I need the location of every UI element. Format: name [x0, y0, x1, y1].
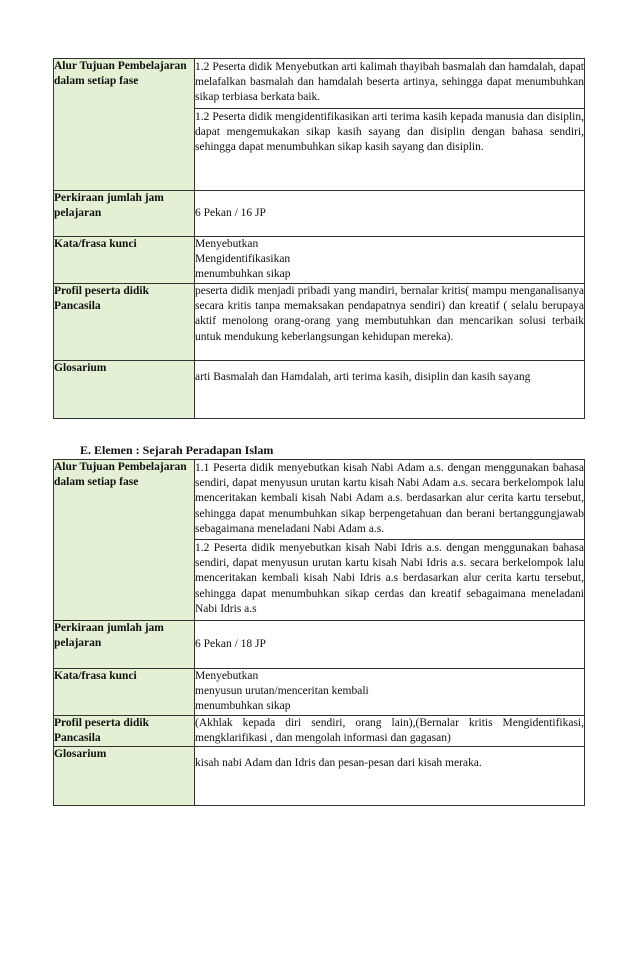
profil-label: Profil peserta didik Pancasila — [54, 715, 195, 746]
jam-value: 6 Pekan / 18 JP — [195, 621, 585, 669]
glosarium-value: arti Basmalah dan Hamdalah, arti terima kasih, disiplin dan kasih sayang — [195, 361, 585, 419]
learning-table-1 — [53, 58, 585, 419]
section-heading: E. Elemen : Sejarah Peradapan Islam — [80, 443, 274, 457]
kata-item: menumbuhkan sikap — [195, 700, 291, 713]
jam-value: 6 Pekan / 16 JP — [195, 191, 585, 237]
jam-label: Perkiraan jumlah jam pelajaran — [54, 191, 195, 237]
alur-cell — [195, 460, 585, 621]
alur-cell — [195, 59, 585, 191]
kata-item: Menyebutkan — [195, 670, 259, 682]
jam-label: Perkiraan jumlah jam pelajaran — [54, 621, 195, 669]
kata-item: Mengidentifikasikan — [195, 253, 291, 266]
kata-label: Kata/frasa kunci — [54, 237, 195, 284]
learning-table-2 — [53, 459, 585, 806]
alur-item: 1.2 Peserta didik menyebutkan kisah Nabi Idris a.s. dengan menggunakan bahasa sendiri, dapat menyusun urutan kartu kisah Nabi Idris a.s. secara berkelompok lalu menceritakan kembali kisah Nabi Idris a.s berdasarkan alur cerita kartu tersebut, sehingga dapat menumbuhkan sikap cerdas dan kreatif sebagaimana meneladani Nabi Idris a.s — [195, 539, 584, 619]
profil-label: Profil peserta didik Pancasila — [54, 284, 195, 361]
alur-label: Alur Tujuan Pembelajaran dalam setiap fase — [54, 59, 195, 191]
kata-item: menyusun urutan/menceritan kembali — [195, 685, 369, 698]
alur-item: 1.2 Peserta didik Menyebutkan arti kalimah thayibah basmalah dan hamdalah, dapat melafalkan basmalah dan hamdalah beserta artinya, sehingga dapat menumbuhkan sikap terbiasa berkata baik. — [195, 61, 584, 104]
glosarium-label: Glosarium — [54, 747, 195, 806]
kata-cell — [195, 669, 585, 716]
glosarium-value: kisah nabi Adam dan Idris dan pesan-pesan dari kisah meraka. — [195, 747, 585, 806]
alur-item: 1.2 Peserta didik mengidentifikasikan arti terima kasih kepada manusia dan disiplin, dapat mengemukakan sikap kasih sayang dan disiplin dengan bahasa sendiri, sehingga dapat menumbuhkan sikap kasih sayang dan disiplin. — [195, 108, 584, 158]
profil-value: (Akhlak kepada diri sendiri, orang lain),(Bernalar kritis Mengidentifikasi, mengklarifikasi , dan mengolah informasi dan gagasan) — [195, 715, 585, 746]
kata-item: menumbuhkan sikap — [195, 268, 291, 281]
kata-cell — [195, 237, 585, 284]
alur-label: Alur Tujuan Pembelajaran dalam setiap fase — [54, 460, 195, 621]
glosarium-label: Glosarium — [54, 361, 195, 419]
profil-value: peserta didik menjadi pribadi yang mandiri, bernalar kritis( mampu menganalisanya secara kritis tanpa memaksakan pendapatnya sendiri) dan kreatif ( selalu berupaya aktif menolong orang-orang yang membutuhkan dan mencarikan solusi terbaik untuk mendukung keberlangsungan kehidupan mereka). — [195, 284, 585, 361]
kata-label: Kata/frasa kunci — [54, 669, 195, 716]
alur-item: 1.1 Peserta didik menyebutkan kisah Nabi Adam a.s. dengan menggunakan bahasa sendiri, dapat menyusun urutan kartu kisah Nabi Adam a.s. secara berkelompok lalu menceritakan kembali kisah Nabi Adam a.s. berdasarkan alur cerita kartu tersebut, sehingga dapat menumbuhkan sikap berpengetahuan dan berani bertanggungjawab sebagaimana meneladani Nabi Adam a.s. — [195, 462, 584, 535]
kata-item: Menyebutkan — [195, 238, 259, 250]
